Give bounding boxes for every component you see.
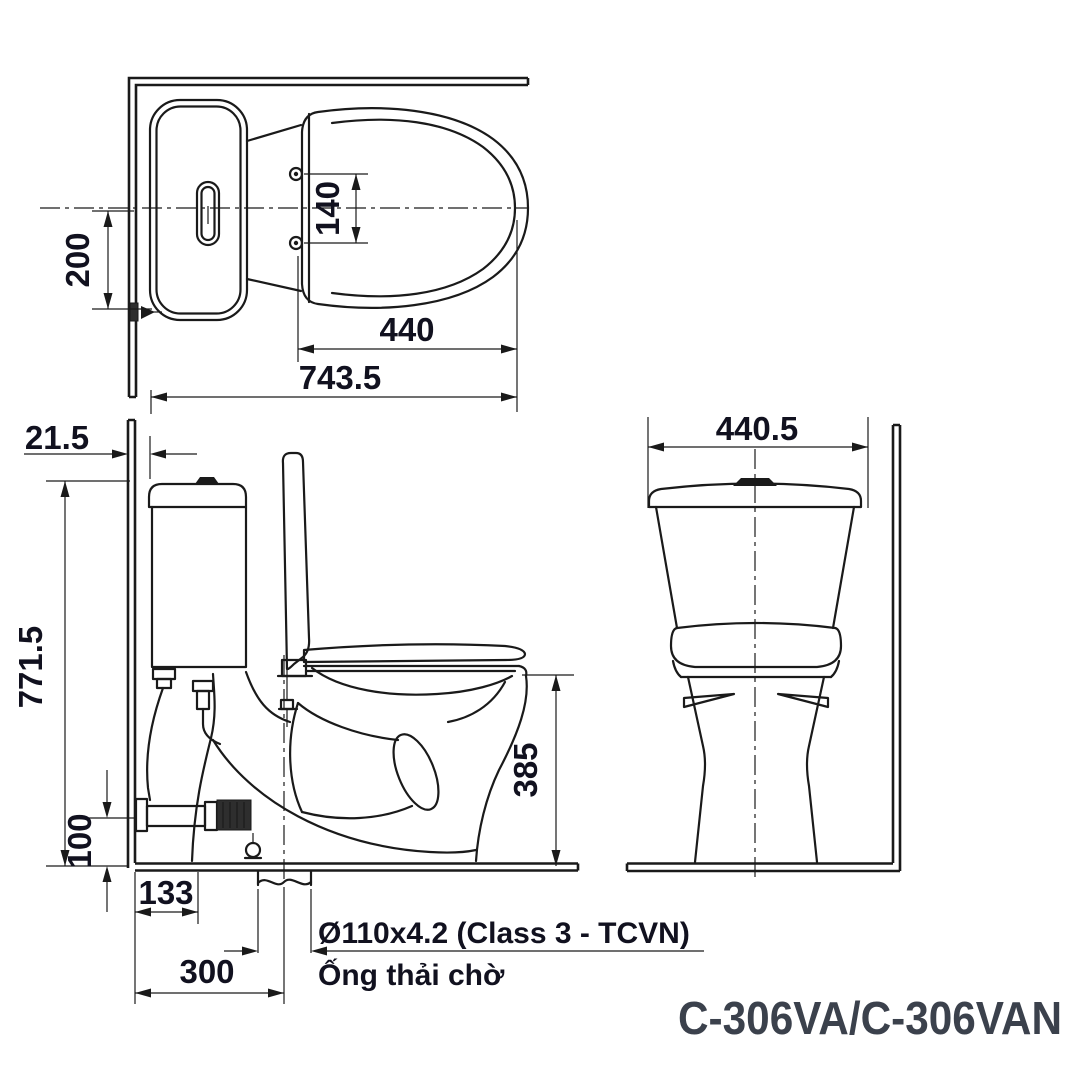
- dim-300-value: 300: [179, 953, 235, 990]
- water-supply-assembly: [136, 669, 251, 831]
- dim-385-value: 385: [507, 742, 544, 798]
- side-view: [12, 419, 704, 1004]
- trap-bottom-curve: [302, 806, 412, 818]
- dim-440-5-value: 440.5: [715, 410, 799, 447]
- dim-440-5: [648, 410, 868, 508]
- dim-385-arrow-up: [552, 675, 561, 691]
- tank-outline: [150, 100, 247, 320]
- supply-hose: [147, 688, 163, 800]
- drain-pipe-callout: [224, 889, 704, 992]
- floor-lines-front: [627, 864, 900, 872]
- rim-lines-side: [304, 666, 519, 671]
- top-view: [40, 78, 528, 414]
- cistern-tank-plan: [150, 100, 247, 320]
- dim-771-5-arrow-up: [61, 481, 70, 497]
- tank-button-front: [733, 478, 777, 486]
- dim-743-5-value: 743.5: [298, 359, 382, 396]
- tank-inlet-coupling: [157, 679, 171, 688]
- dim-21-5-arrow-left: [150, 450, 166, 459]
- bowl-pedestal-side: [192, 668, 527, 861]
- hinge-bolt-top-center: [294, 172, 298, 176]
- lid-raised-outline: [283, 453, 309, 669]
- dim-100-value: 100: [61, 813, 98, 869]
- dim-140-value: 140: [309, 180, 346, 237]
- dim-440-5-arrow-left: [648, 443, 664, 452]
- floor-front-view: [627, 864, 900, 872]
- flush-pipe: [203, 709, 220, 744]
- valve-wall-flange: [136, 799, 147, 831]
- dim-100: [61, 770, 135, 912]
- dim-743-5-arrow-right: [501, 393, 517, 402]
- valve-collar: [205, 802, 217, 830]
- tank-inlet-nut: [153, 669, 175, 679]
- dim-771-5: [12, 481, 130, 869]
- valve-handwheel: [217, 800, 251, 830]
- tank-inner-outline: [157, 107, 241, 314]
- tank-body-side: [152, 507, 246, 667]
- dim-21-5: [24, 419, 197, 479]
- dim-440-arrow-left: [298, 345, 314, 354]
- dim-200-arrow-up: [104, 211, 113, 227]
- wall-side-view: [128, 420, 135, 868]
- dim-100-arrow-down: [103, 802, 112, 818]
- dim-300-arrow-left: [135, 989, 151, 998]
- trap-top-curve: [298, 703, 398, 740]
- dim-440-arrow-right: [501, 345, 517, 354]
- tank-lid-side: [149, 484, 246, 507]
- dim-300-arrow-right: [268, 989, 284, 998]
- tank-button-side: [195, 477, 219, 484]
- hinge-block: [282, 660, 306, 676]
- dim-133-value: 133: [138, 874, 194, 911]
- pipe-break-line: [258, 880, 311, 885]
- dim-771-5-value: 771.5: [12, 625, 49, 709]
- floor-fixing-side: [245, 833, 261, 858]
- fixing-head: [246, 843, 260, 857]
- drain-pipe-spec-label: Ø110x4.2 (Class 3 - TCVN): [318, 917, 690, 950]
- dim-440-value: 440: [379, 311, 435, 348]
- seat-lid-side: [278, 453, 526, 676]
- dim-200-arrow-down: [104, 293, 113, 309]
- seat-front-outline: [671, 623, 841, 667]
- dim-200-value: 200: [59, 232, 96, 288]
- trap-outlet-horn: [384, 728, 447, 816]
- flush-valve-nut: [193, 681, 213, 691]
- drain-pipe-name-label: Ống thải chờ: [318, 959, 505, 992]
- seat-down-outline: [304, 644, 525, 662]
- seat-bowl-front: [671, 623, 841, 862]
- dim-200-extension-lines: [92, 211, 152, 309]
- rim-side-connectors: [673, 661, 839, 677]
- cistern-side: [149, 477, 246, 667]
- wall-front-view: [893, 425, 900, 871]
- dim-200: [59, 211, 152, 309]
- dim-385: [507, 675, 574, 866]
- dim-140-arrow-up: [352, 174, 361, 190]
- dim-743-5: [151, 359, 517, 414]
- hinge-wedges-front: [684, 694, 828, 707]
- pipe-dim-arrow-right: [242, 947, 258, 956]
- dim-440-5-arrow-right: [852, 443, 868, 452]
- wall-lines: [128, 420, 135, 868]
- floor-side-view: [46, 864, 578, 871]
- front-view: [627, 410, 900, 880]
- wall-lines-front: [893, 425, 900, 871]
- supply-fitting-plan: [130, 303, 162, 321]
- flush-valve-tail: [197, 691, 209, 709]
- dim-743-5-arrow-left: [151, 393, 167, 402]
- trap-left-curve: [290, 703, 302, 812]
- wall-fitting-block: [130, 303, 138, 321]
- pedestal-back-profile: [192, 674, 215, 861]
- dim-100-arrow-up: [103, 866, 112, 882]
- dim-140-arrow-down: [352, 227, 361, 243]
- dim-21-5-arrow-right: [112, 450, 128, 459]
- floor-lines: [135, 864, 578, 871]
- model-number-label: C-306VA/C-306VAN: [678, 992, 1062, 1044]
- bolt-nut: [281, 700, 293, 709]
- hinge-bolt-bottom-center: [294, 241, 298, 245]
- dim-21-5-value: 21.5: [24, 419, 90, 456]
- wall-inner-line: [136, 85, 528, 397]
